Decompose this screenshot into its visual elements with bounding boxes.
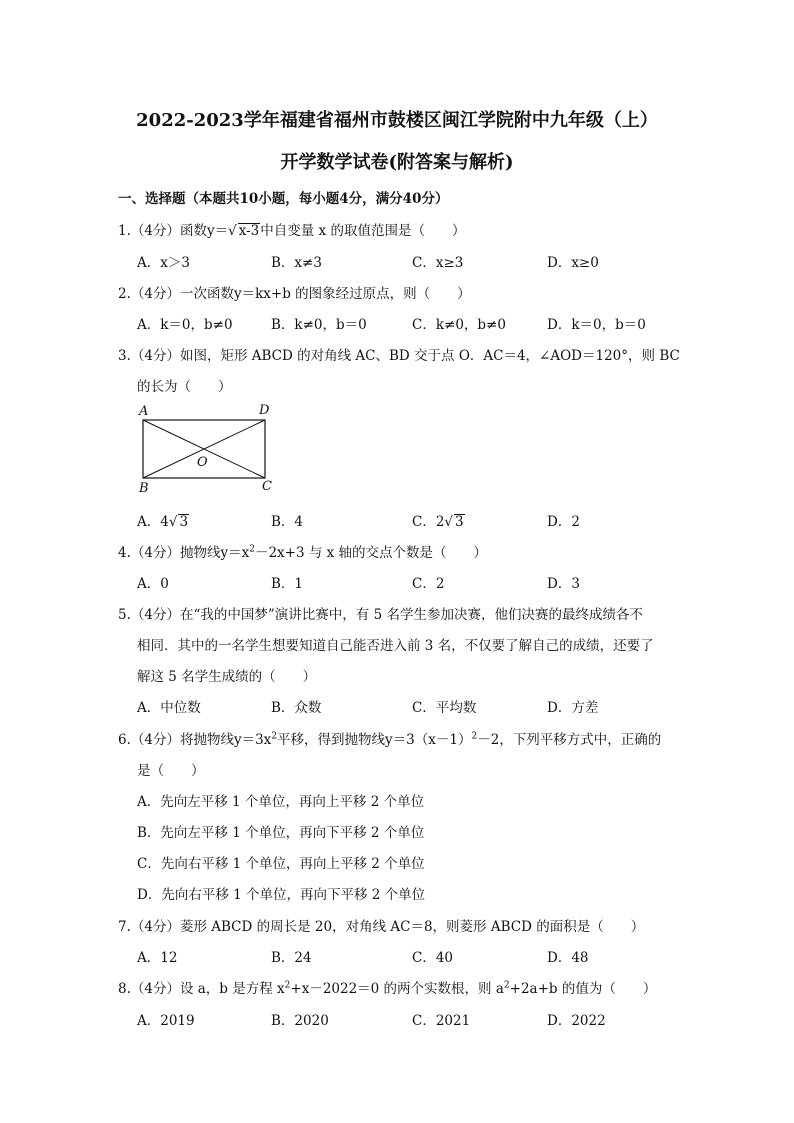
question-5-line-2: 相同．其中的一名学生想要知道自己能否进入前 3 名，不仅要了解自己的成绩，还要了 bbox=[137, 638, 654, 654]
option-a[interactable]: A．2019 bbox=[137, 1013, 195, 1029]
option-d[interactable] bbox=[547, 510, 580, 530]
radical-sign-icon: √ bbox=[228, 223, 237, 239]
document-title-line2: 开学数学试卷(附答案与解析) bbox=[280, 152, 514, 173]
option-a[interactable]: A．12 bbox=[137, 950, 178, 966]
question-6-text-c: －2，下列平移方式中，正确的 bbox=[477, 732, 662, 748]
option-d-text: D．2 bbox=[547, 514, 580, 530]
vertex-label-d: D bbox=[259, 403, 270, 418]
option-c[interactable]: C．2021 bbox=[412, 1013, 471, 1029]
question-6-line-1 bbox=[118, 728, 661, 748]
option-b[interactable]: B．x≠3 bbox=[271, 255, 322, 271]
radical-sign-icon: √ bbox=[168, 514, 178, 530]
question-4-text-b: －2x+3 与 x 轴的交点个数是（ ） bbox=[254, 545, 488, 561]
option-d[interactable]: D．48 bbox=[547, 950, 589, 966]
question-5-line-3: 解这 5 名学生成绩的（ ） bbox=[137, 669, 317, 685]
question-8 bbox=[118, 977, 656, 997]
option-c[interactable]: C．x≥3 bbox=[412, 255, 464, 271]
option-a[interactable] bbox=[137, 510, 189, 530]
option-b[interactable]: B．2020 bbox=[271, 1013, 329, 1029]
vertex-label-b: B bbox=[139, 481, 149, 496]
option-a[interactable]: A．先向左平移 1 个单位，再向上平移 2 个单位 bbox=[137, 794, 425, 810]
option-a[interactable]: A．0 bbox=[137, 576, 169, 592]
option-c[interactable]: C．40 bbox=[412, 950, 454, 966]
option-c[interactable] bbox=[412, 510, 465, 530]
question-3-line-2: 的长为（ ） bbox=[137, 379, 232, 395]
question-8-exponent-1: 2 bbox=[284, 980, 291, 991]
question-3-line-1: 3.（4分）如图，矩形 ABCD 的对角线 AC、BD 交于点 O．AC＝4，∠AOD＝120°，则 BC bbox=[118, 348, 680, 364]
option-a-text: A．4 bbox=[137, 514, 169, 530]
option-b-text: B．4 bbox=[271, 514, 304, 530]
option-c[interactable]: C．先向右平移 1 个单位，再向上平移 2 个单位 bbox=[137, 856, 425, 872]
question-8-exponent-2: 2 bbox=[503, 980, 510, 991]
question-4-text-a: 4.（4分）抛物线y＝x bbox=[118, 545, 250, 561]
document-title-line1: 2022-2023学年福建省福州市鼓楼区闽江学院附中九年级（上） bbox=[136, 110, 658, 131]
question-1-text-b: 中自变量 x 的取值范围是（ ） bbox=[260, 223, 466, 239]
question-8-text-b: +x－2022＝0 的两个实数根，则 a bbox=[290, 981, 504, 997]
question-4-exponent: 2 bbox=[249, 544, 255, 555]
option-c[interactable]: C．2 bbox=[412, 576, 445, 592]
option-d[interactable]: D．2022 bbox=[547, 1013, 606, 1029]
option-c[interactable]: C．k≠0，b≠0 bbox=[412, 317, 506, 333]
vertex-label-o: O bbox=[197, 455, 208, 470]
option-c-text: C．2 bbox=[412, 514, 445, 530]
option-d[interactable]: D．k＝0，b＝0 bbox=[547, 317, 646, 333]
question-2: 2.（4分）一次函数y＝kx+b 的图象经过原点，则（ ） bbox=[118, 286, 471, 302]
option-d[interactable]: D．先向右平移 1 个单位，再向下平移 2 个单位 bbox=[137, 887, 426, 903]
option-a[interactable]: A．x＞3 bbox=[137, 255, 190, 271]
question-6-exponent-1: 2 bbox=[271, 731, 278, 742]
question-1-radical: x-3 bbox=[238, 223, 260, 239]
option-b[interactable]: B．24 bbox=[271, 950, 312, 966]
option-b[interactable]: B．众数 bbox=[271, 700, 322, 716]
option-c[interactable]: C．平均数 bbox=[412, 700, 477, 716]
question-6-text-a: 6.（4分）将抛物线y＝3x bbox=[118, 732, 272, 748]
radical-sign-icon: √ bbox=[444, 514, 454, 530]
option-a[interactable]: A．中位数 bbox=[137, 700, 201, 716]
vertex-label-c: C bbox=[262, 479, 272, 494]
question-4 bbox=[118, 541, 487, 561]
option-d[interactable]: D．3 bbox=[547, 576, 580, 592]
option-d[interactable]: D．方差 bbox=[547, 700, 599, 716]
option-a-radical: 3 bbox=[179, 514, 189, 530]
question-1-text-a: 1.（4分）函数y＝ bbox=[118, 223, 229, 239]
section-heading: 一、选择题（本题共10小题，每小题4分，满分40分） bbox=[118, 191, 449, 207]
option-d[interactable]: D．x≥0 bbox=[547, 255, 599, 271]
question-1 bbox=[118, 219, 465, 239]
question-5-line-1: 5.（4分）在“我的中国梦”演讲比赛中，有 5 名学生参加决赛，他们决赛的最终成绩各不 bbox=[118, 607, 643, 623]
question-8-text-c: +2a+b 的值为（ ） bbox=[509, 981, 657, 997]
option-b[interactable]: B．先向左平移 1 个单位，再向下平移 2 个单位 bbox=[137, 825, 425, 841]
option-a[interactable]: A．k＝0，b≠0 bbox=[137, 317, 233, 333]
option-b[interactable] bbox=[271, 510, 303, 530]
question-7: 7.（4分）菱形 ABCD 的周长是 20，对角线 AC＝8，则菱形 ABCD 的面积是（ ） bbox=[118, 919, 645, 935]
option-b[interactable]: B．1 bbox=[271, 576, 304, 592]
question-6-text-b: 平移，得到抛物线y＝3（x－1） bbox=[277, 732, 472, 748]
question-6-exponent-2: 2 bbox=[471, 731, 478, 742]
option-b[interactable]: B．k≠0，b＝0 bbox=[271, 317, 367, 333]
vertex-label-a: A bbox=[139, 404, 149, 419]
question-6-line-2: 是（ ） bbox=[137, 763, 205, 779]
question-8-text-a: 8.（4分）设 a，b 是方程 x bbox=[118, 981, 285, 997]
option-c-radical: 3 bbox=[455, 514, 464, 530]
